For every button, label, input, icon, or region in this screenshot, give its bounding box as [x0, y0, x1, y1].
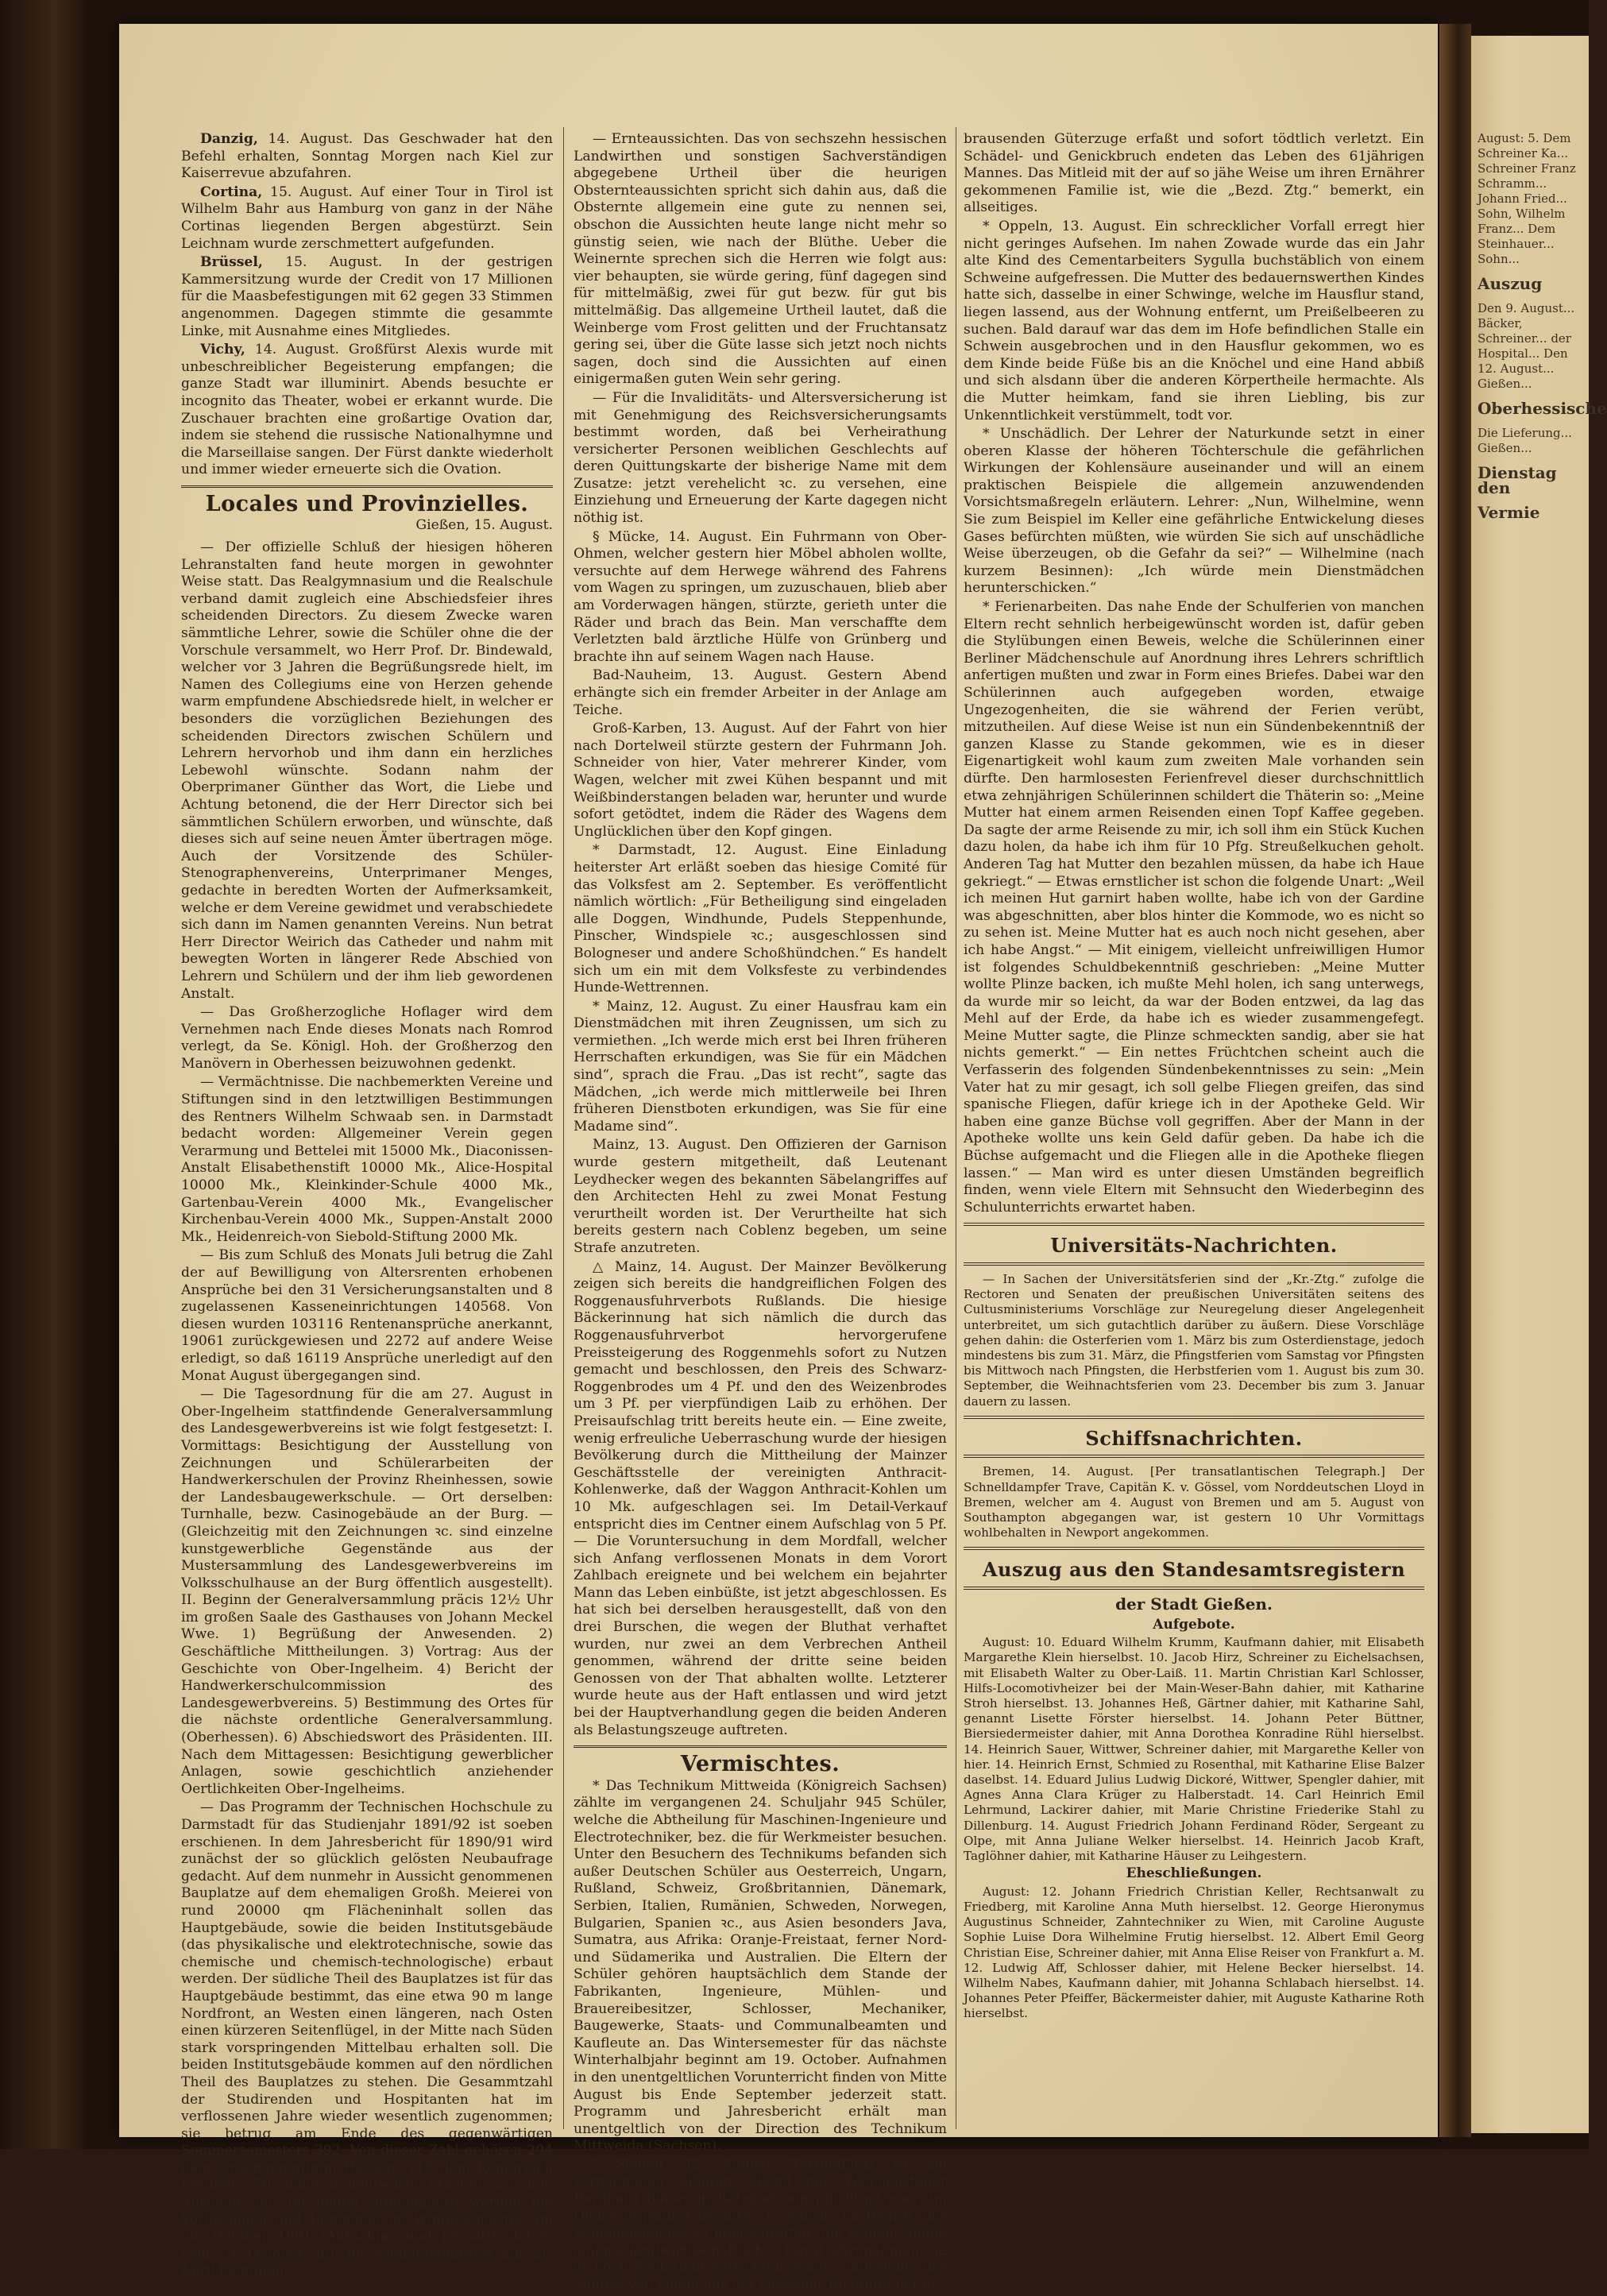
article-siegen-continued: brausenden Güterzuge erfaßt und sofort tödtlich verletzt. Ein Schädel- und Genickbruch endeten das Leben des 61jährigen Mannes. Das Mitleid mit der auf so jähe Weise um ihren Ernährer gekommenen Familie ist, wie die „Bezd. Ztg.“ bemerkt, ein allseitiges.: [964, 131, 1424, 216]
article-ferienarbeiten: * Ferienarbeiten. Das nahe Ende der Schulferien von manchen Eltern recht sehnlich herbeigewünscht worden ist, dafür geben die Stylübungen einen Beweis, welche die Schülerinnen einer Berliner Mädchenschule auf Anordnung ihres Lehrers schriftlich anfertigen mußten und zwar in Form eines Briefes. Dabei war den Schülerinnen auch aufgegeben worden, etwaige Ungezogenheiten, die sie während der Ferien verübt, mitzutheilen. Auf diese Weise ist nun ein Sündenbekenntniß der ganzen Klasse zu Stande gekommen, wie es in dieser Eigenartigkeit wohl kaum zum zweiten Male vorhanden sein dürfte. Den harmlosesten Ferienfrevel dieser durchschnittlich etwa zehnjährigen Schülerinnen schildert die Thäterin so: „Meine Mutter hat einem armen Reisenden einen Topf Kaffee gegeben. Da sagte der arme Reisende zu mir, ich soll ihm ein Stück Kuchen dazu holen, da habe ich ihm für 10 Pfg. Streußelkuchen geholt. Anderen Tag hat Mutter den bezahlen müssen, da habe ich Haue gekriegt.“ — Etwas ernstlicher ist schon die folgende Unart: „Weil ich meinen Hut garnirt haben wollte, habe ich von der Gardine was abgeschnitten, aber blos hinter die Kommode, wo es nicht so zu sehen ist. Meine Mutter hat es auch noch nicht gesehen, aber ich habe Angst.“ — Mit einigem, vielleicht unfreiwilligen Humor ist folgendes Schuldbekenntniß geschrieben: „Meine Mutter wollte Plinze backen, ich mußte Mehl holen, ich sang unterwegs, da wurde mir so leicht, da war der Boden entzwei, da lag das Mehl auf der Erde, da habe ich es wieder zusammengefegt. Meine Mutter sagte, die Plinze schmeckten sandig, aber sie hat nichts gemerkt.“ — Ein nettes Früchtchen scheint auch die Verfasserin des folgenden Sündenbekenntnisses zu sein: „Mein Vater hat zu mir gesagt, ich soll gelbe Fliegen greifen, das sind spanische Fliegen, dafür kriege ich in der Apotheke Geld. Wir haben eine ganze Büchse voll gegriffen. Aber der Mann in der Apotheke wollte uns kein Geld dafür geben. Da habe ich die Büchse aufgemacht und die Fliegen alle in die Apotheke fliegen lassen.“ — Man wird es unter diesen Umständen begreiflich finden, wenn viele Eltern mit Sehnsucht den Wiederbeginn des Schulunterrichts erwartet haben.: [964, 599, 1424, 1216]
section-title-locales: Locales und Provinzielles.: [205, 491, 529, 516]
article-oppeln: * Oppeln, 13. August. Ein schrecklicher Vorfall erregt hier nicht geringes Aufsehen. Im nahen Zowade wurde das ein Jahr alte Kind des Cementarbeiters Sygulla buchstäblich von einem Schweine aufgefressen. Die Mutter des bedauernswerthen Kindes hatte sich, dasselbe in einer Schwinge, welche im Hausflur stand, liegen lassend, aus der Wohnung entfernt, um Preißelbeeren zu suchen. Bald darauf war das dem im Hofe befindlichen Stalle ein Schwein ausgebrochen und in den Hausflur gekommen, wo es dem Kinde beide Füße bis an die Knöchel und eine Hand abbiß und sich alsdann über die anderen Körpertheile hermachte. Als die Mutter heimkam, fand sie ihren Liebling, bis zur Unkenntlichkeit verstümmelt, todt vor.: [964, 218, 1424, 423]
article-technikum: * Das Technikum Mittweida (Königreich Sachsen) zählte im vergangenen 24. Schuljahr 945 Schüler, welche die Abtheilung für Maschinen-Ingenieure und Electrotechniker, bez. die für Werkmeister besuchen. Unter den Besuchern des Technikums befanden sich außer Deutschen Schüler aus Oesterreich, Ungarn, Rußland, Schweiz, Großbritannien, Dänemark, Serbien, Italien, Rumänien, Schweden, Norwegen, Bulgarien, Spanien ꝛc., aus Asien besonders Java, Sumatra, aus Afrika: Oranje-Freistaat, ferner Nord- und Südamerika und Australien. Die Eltern der Schüler gehören hauptsächlich dem Stande der Fabrikanten, Ingenieure, Mühlen- und Brauereibesitzer, Schlosser, Mechaniker, Baugewerke, Staats- und Communalbeamten und Kaufleute an. Das Wintersemester für das nächste Winterhalbjahr beginnt am 19. October. Aufnahmen in den unentgeltlichen Vorunterricht finden von Mitte August bis Ende September jederzeit statt. Programm und Jahresbericht erhält man unentgeltlich von der Direction des Technikum Mittweida (Sachsen).: [574, 1777, 947, 2155]
book-gutter: [1439, 24, 1471, 2137]
section-title-universitaet: Universitäts-Nachrichten.: [1050, 1234, 1338, 1258]
article-muecke: § Mücke, 14. August. Ein Fuhrmann von Ober-Ohmen, welcher gestern hier Möbel abholen wollte, versuchte auf dem Herwege während des Fahrens vom Wagen zu springen, um zuzuschauen, blieb aber am Vorderwagen hängen, stürzte, gerieth unter die Räder und brach das Bein. Man verschaffte dem Verletzten bald ärztliche Hülfe von Grünberg und brachte ihn auf seinem Wagen nach Hause.: [574, 528, 947, 665]
box-standesamt: [964, 1547, 1424, 1590]
article-danzig: Danzig, 14. August. Das Geschwader hat den Befehl erhalten, Sonntag Morgen nach Kiel zur Kaiserrevue abzufahren.: [181, 131, 553, 182]
heading-aufgebote: Aufgebote.: [1153, 1616, 1235, 1633]
article-vermaechtnisse: — Vermächtnisse. Die nachbemerkten Vereine und Stiftungen sind in den letztwilligen Bestimmungen des Rentners Wilhelm Schwaab sen. in Darmstadt bedacht worden: Allgemeiner Verein gegen Verarmung und Bettelei mit 15000 Mk., Diaconissen-Anstalt Elisabethenstift 10000 Mk., Alice-Hospital 10000 Mk., Kleinkinder-Schule 4000 Mk., Gartenbau-Verein 4000 Mk., Evangelischer Kirchenbau-Verein 4000 Mk., Suppen-Anstalt 2000 Mk., Heidenreich-von Siebold-Stiftung 2000 Mk.: [181, 1074, 553, 1245]
article-darmstadt: * Darmstadt, 12. August. Eine Einladung heiterster Art erläßt soeben das hiesige Comité für das Volksfest am 2. September. Es veröffentlicht nämlich wörtlich: „Für Betheiligung sind eingeladen alle Doggen, Windhunde, Pudels Steppenhunde, Pinscher, Windspiele ꝛc.; ausgeschlossen sind Bologneser und andere Schoßhündchen.“ Es handelt sich um ein mit dem Volksfeste zu verbindendes Hunde-Wettrennen.: [574, 842, 947, 996]
dateline-giessen: Gießen, 15. August.: [415, 517, 553, 534]
article-universitaetsferien: — In Sachen der Universitätsferien sind der „Kr.-Ztg.“ zufolge die Rectoren und Senaten der preußischen Universitäten seitens des Cultusministeriums Vorschläge zur Neuregelung dieser Angelegenheit unterbreitet, um sich gutachtlich darüber zu äußern. Diese Vorschläge gehen dahin: die Osterferien vom 1. März bis zum Osterdienstage, jedoch mindestens bis zum 31. März, die Pfingstferien vom Samstag vor Pfingsten bis Mittwoch nach Pfingsten, die Herbstferien vom 1. August bis zum 30. September, die Weihnachtsferien vom 23. December bis zum 3. Januar dauern zu lassen.: [964, 1272, 1424, 1409]
article-siegen: * Siegen, 12. August. Verunglückt ist am vergangenen Montag Abend der Weichensteller Bernhard Bläser in Betzdorf, ein pflichtgetreuer, im Dienst ergrauter Beamter. Er wurde, im Begriff, das Schienengeleise zu überschreiten, um seinem Sohne einiges landwirthschaftliches Gerät abzunehmen, da er noch Feldarbeit verrichten wollte, angesichts des Sohnes von einem aus der Gießener Richtung heran-: [574, 2156, 947, 2294]
fragment-text-1: August: 5. Dem Schreiner Ka... Schreiner Franz Schramm... Johann Fried... Sohn, Wilhelm Franz... Dem Steinhauer... Sohn...: [1478, 131, 1576, 266]
section-title-vermischtes: Vermischtes.: [680, 1752, 840, 1777]
heading-eheschliessungen: Eheschließungen.: [1126, 1865, 1262, 1882]
article-bruessel: Brüssel, 15. August. In der gestrigen Kammersitzung wurde der Credit von 17 Millionen für die Maasbefestigungen mit 62 gegen 33 Stimmen angenommen. Dagegen stimmte die gesammte Linke, mit Ausnahme eines Mitgliedes.: [181, 254, 553, 339]
fragment-text-3: Die Lieferung... Gießen...: [1478, 426, 1572, 455]
adjacent-page-fragment: [1471, 36, 1607, 2133]
article-altersrenten: — Bis zum Schluß des Monats Juli betrug die Zahl der auf Bewilligung von Altersrenten erhobenen Ansprüche bei den 31 Versicherungsanstalten und 8 zugelassenen Kasseneinrichtungen 140568. Von diesen wurden 103116 Rentenansprüche anerkannt, 19061 zurückgewiesen und 2272 auf andere Weise erledigt, so daß 16119 Ansprüche unerledigt auf den Monat August übergegangen sind.: [181, 1247, 553, 1384]
registry-aufgebote: August: 10. Eduard Wilhelm Krumm, Kaufmann dahier, mit Elisabeth Margarethe Klein hierselbst. 10. Jacob Hirz, Schreiner zu Eichelsachsen, mit Elisabeth Walter zu Ober-Laiß. 11. Martin Christian Karl Schlosser, Hilfs-Locomotivheizer bei der Main-Weser-Bahn dahier, mit Katharine Stroh hierselbst. 13. Johannes Heß, Gärtner dahier, mit Katharine Sahl, genannt Lisette Förster hierselbst. 14. Johann Peter Büttner, Biersiedermeister dahier, mit Anna Dorothea Konradine Rühl hierselbst. 14. Heinrich Sauer, Wittwer, Schreiner dahier, mit Margarethe Keller von hier. 14. Heinrich Ernst, Schmied zu Rosenthal, mit Katharine Elise Balzer daselbst. 14. Eduard Julius Ludwig Dickoré, Wittwer, Spengler dahier, mit Agnes Anna Clara Krüger zu Halberstadt. 14. Carl Heinrich Emil Lehrmund, Lackirer dahier, mit Marie Christine Friederike Stahl zu Dillenburg. 14. August Friedrich Johann Ferdinand Röder, Sergeant zu Olpe, mit Anna Juliane Welker hierselbst. 14. Heinrich Jacob Kraft, Taglöhner dahier, mit Katharine Häuser zu Leihgestern.: [964, 1635, 1424, 1864]
article-bremen: Bremen, 14. August. [Per transatlantischen Telegraph.] Der Schnelldampfer Trave, Capitän K. v. Gössel, vom Norddeutschen Lloyd in Bremen, welcher am 4. August von Bremen und am 5. August von Southampton abgegangen war, ist gestern 10 Uhr Vormittags wohlbehalten in Newport angekommen.: [964, 1464, 1424, 1540]
column-rule-1: [563, 127, 564, 2129]
article-cortina: Cortina, 15. August. Auf einer Tour in Tirol ist Wilhelm Bahr aus Hamburg von ganz in der Nähe Cortinas liegenden Bergen abgestürzt. Sein Leichnam wurde zerschmettert aufgefunden.: [181, 184, 553, 252]
article-mainz-14: △ Mainz, 14. August. Der Mainzer Bevölkerung zeigen sich bereits die handgreiflichen Folgen des Roggenausfuhrverbots Rußlands. Die hiesige Bäckerinnung hat sich nämlich die durch das Roggenausfuhrverbot hervorgerufene Preissteigerung des Roggenmehls sofort zu Nutzen gemacht und beschlossen, den Preis des Schwarz-Roggenbrodes um 4 Pf. und den des Weizenbrodes um 3 Pf. per vierpfündigen Laib zu erhöhen. Der Preisaufschlag tritt bereits heute ein. — Eine zweite, wenig erfreuliche Ueberraschung wurde der hiesigen Bevölkerung durch die Mittheilung der Mainzer Geschäftsstelle der vereinigten Anthracit-Kohlenwerke, daß der Waggon Anthracit-Kohlen um 10 Mk. aufgeschlagen sei. Im Detail-Verkauf entspricht dies im Centner einem Aufschlag von 5 Pf. — Die Voruntersuchung in dem Mordfall, welcher sich Anfang verflossenen Monats in dem Vorort Zahlbach ereignete und bei welchem ein bejahrter Mann das Leben einbüßte, ist jetzt abgeschlossen. Es hat sich bei derselben herausgestellt, daß von den drei Burschen, die wegen der Bluthat verhaftet wurden, nur zwei an dem Verbrechen Antheil genommen, während der dritte seine beiden Genossen von der That abhalten wollte. Letzterer wurde heute aus der Haft entlassen und wird jetzt bei der Hauptverhandlung gegen die beiden Anderen als Belastungszeuge auftreten.: [574, 1258, 947, 1738]
fragment-heading-1: Auszug: [1478, 274, 1543, 293]
column-2: [574, 131, 947, 2296]
section-divider: [181, 485, 553, 488]
box-universitaet: [964, 1223, 1424, 1266]
fragment-text-2: Den 9. August... Bäcker, Schreiner... der Hospital... Den 12. August... Gießen...: [1478, 301, 1575, 391]
article-vichy: Vichy, 14. August. Großfürst Alexis wurde mit unbeschreiblicher Begeisterung empfangen; die ganze Stadt war illuminirt. Abends besuchte er incognito das Theater, wobei er erkannt wurde. Die Zuschauer brachten eine großartige Ovation dar, indem sie stehend die russische Nationalhymne und die Marseillaise sangen. Der Fürst dankte wiederholt und immer wieder erneuerte sich die Ovation.: [181, 342, 553, 478]
article-mainz-13: Mainz, 13. August. Den Offizieren der Garnison wurde gestern mitgetheilt, daß Leutenant Leydhecker wegen des bekannten Säbelangriffes auf den Architecten Hehl zu zwei Monat Festung verurtheilt worden ist. Der Verurtheilte hat sich bereits gestern nach Coblenz begeben, um seine Strafe anzutreten.: [574, 1137, 947, 1256]
article-hochschule: — Das Programm der Technischen Hochschule zu Darmstadt für das Studienjahr 1891/92 ist soeben erschienen. In dem Jahresbericht für 1890/91 wird zunächst der so glücklich gelösten Neubaufrage gedacht. Auf dem nunmehr in Aussicht genommenen Bauplatze auf dem ehemaligen Großh. Meierei von rund 20000 qm Flächeninhalt sollen das Hauptgebäude, sowie die beiden Institutsgebäude (das physikalische und elektrotechnische, sowie das chemische und chemisch-technologische) erbaut werden. Der südliche Theil des Bauplatzes ist für das Hauptgebäude bestimmt, das eine etwa 90 m lange Nordfront, an Westen einen längeren, nach Osten einen kürzeren Seitenflügel, in der Mitte nach Süden stark vorspringenden Mittelbau erhalten soll. Die beiden Institutsgebäude kommen auf den nördlichen Theil des Bauplatzes zu stehen. Die Gesammtzahl der Studirenden und Hospitanten hat im verflossenen Jahre wieder wesentlich zugenommen; sie betrug am Ende des gegenwärtigen Sommersemesters 392. Von dieser Zahl gehören 204 dem Großherzogthum Hessen, 115 dem Königreich Preußen, 50 anderen deutschen Staaten, 23 dem Auslande an. Im neuen Studienjahre werden die Vorlesungen und Uebungen im Wintersemester am 20. October 1891 (Aufnahme und Immatriculation vom 19. October ab), im Sommersemester am 21. April beginnen.: [181, 1799, 553, 2279]
fragment-heading-3: Dienstag den: [1478, 463, 1557, 497]
section-divider: [574, 1745, 947, 1748]
registry-eheschliessungen: August: 12. Johann Friedrich Christian Keller, Rechtsanwalt zu Friedberg, mit Karoline Anna Muth hierselbst. 12. George Hieronymus Augustinus Schneider, Zahntechniker zu Wien, mit Caroline Auguste Sophie Luise Dora Wilhelmine Frutig hierselbst. 12. Albert Emil Georg Christian Eise, Schreiner dahier, mit Anna Elise Reiser von Frankfurt a. M. 12. Ludwig Aff, Schlosser dahier, mit Helene Becker hierselbst. 14. Wilhelm Nabes, Kaufmann dahier, mit Johanna Schlabach hierselbst. 14. Johannes Peter Pfeiffer, Bäckermeister dahier, mit Auguste Katharine Roth hierselbst.: [964, 1884, 1424, 2021]
article-invaliditaet: — Für die Invaliditäts- und Altersversicherung ist mit Genehmigung des Reichsversicherungsamts bestimmt worden, daß bei Verheirathung versicherter Personen weiblichen Geschlechts auf deren Quittungskarte der bisherige Name mit dem Zusatze: jetzt verehelicht ꝛc. zu versehen, eine Einziehung und Erneuerung der Karte dagegen nicht nöthig ist.: [574, 389, 947, 527]
article-mainz-12: * Mainz, 12. August. Zu einer Hausfrau kam ein Dienstmädchen mit ihren Zeugnissen, um sich zu vermiethen. „Ich werde mich erst bei Ihren früheren Herrschaften erkundigen, was Sie für ein Mädchen sind“, sprach die Frau. „Das ist recht“, sagte das Mädchen, „ich werde mich mittlerweile bei Ihren früheren Dienstboten erkundigen, was Sie für eine Madame sind“.: [574, 998, 947, 1134]
column-1: [181, 131, 553, 2282]
section-subtitle-standesamt: der Stadt Gießen.: [1115, 1594, 1273, 1614]
article-unschaedlich: * Unschädlich. Der Lehrer der Naturkunde setzt in einer oberen Klasse der höheren Töchterschule die gefährlichen Wirkungen der Kohlensäure auseinander und will an einem praktischen Beispiele die allgemein anzuwendenden Vorsichtsmaßregeln erläutern. Lehrer: „Nun, Wilhelmine, wenn Sie zum Beispiel im Keller eine gefährliche Entwickelung dieses Gases befürchten müßten, wie würden Sie sich auf unschädliche Weise überzeugen, ob die Gefahr da sei?“ — Wilhelmine (nach kurzem Besinnen): „Ich würde mein Dienstmädchen herunterschicken.“: [964, 426, 1424, 597]
column-3: [964, 131, 1424, 2023]
section-title-schiffsnachrichten: Schiffsnachrichten.: [1085, 1426, 1303, 1450]
article-bad-nauheim: Bad-Nauheim, 13. August. Gestern Abend erhängte sich ein fremder Arbeiter in der Anlage am Teiche.: [574, 667, 947, 718]
article-ernteaussichten: — Ernteaussichten. Das von sechszehn hessischen Landwirthen und sonstigen Sachverständigen abgegebene Urtheil über die heurigen Obsternteaussichten spricht sich dahin aus, daß die Obsternte allgemein eine gute zu nennen sei, obschon die Aussichten heute lange nicht mehr so günstig seien, wie nach der Blüthe. Ueber die Weinernte sprechen sich die Herren wie folgt aus: vier behaupten, sie würde gering, fünf dagegen sind für mittelmäßig, zwei für gut bezw. für gut bis mittelmäßig. Das allgemeine Urtheil lautet, daß die Weinberge vom Frost gelitten und der Fruchtansatz gering sei, über die Güte lasse sich jetzt noch nichts sagen, doch sind die Aussichten auf einen einigermaßen guten Wein sehr gering.: [574, 131, 947, 388]
article-generalversammlung: — Die Tagesordnung für die am 27. August in Ober-Ingelheim stattfindende Generalversammlung des Landesgewerbvereins ist wie folgt festgesetzt: I. Vormittags: Besichtigung der Ausstellung von Zeichnungen und Schülerarbeiten der Handwerkerschulen der Provinz Rheinhessen, sowie der Landesbaugewerkschule. — Ort derselben: Turnhalle, bezw. Casinogebäude an der Burg. — (Gleichzeitig mit den Zeichnungen ꝛc. sind einzelne kunstgewerbliche Gegenstände aus der Mustersammlung des Landesgewerbvereins im Volksschulhause an der Burg öffentlich ausgestellt). II. Beginn der Generalversammlung präcis 12½ Uhr im großen Saale des Gasthauses von Johann Meckel Wwe. 1) Begrüßung der Anwesenden. 2) Geschäftliche Mittheilungen. 3) Vortrag: Aus der Geschichte von Ober-Ingelheim. 4) Bericht der Handwerkerschulcommission des Landesgewerbvereins. 5) Bestimmung des Ortes für die nächste ordentliche Generalversammlung. (Oberhessen). 6) Abschiedswort des Präsidenten. III. Nach dem Mittagessen: Besichtigung gewerblicher Anlagen, sowie geschichtlich anziehender Oertlichkeiten Ober-Ingelheims.: [181, 1386, 553, 1797]
article-hoflager: — Das Großherzogliche Hoflager wird dem Vernehmen nach Ende dieses Monats nach Romrod verlegt, da Se. Königl. Hoh. der Großherzog den Manövern in Oberhessen beizuwohnen gedenkt.: [181, 1004, 553, 1072]
fragment-heading-4: Vermie: [1478, 503, 1540, 522]
article-schulschluss: — Der offizielle Schluß der hiesigen höheren Lehranstalten fand heute morgen in gewohnter Weise statt. Das Realgymnasium und die Realschule verband damit zugleich eine Abschiedsfeier ihres scheidenden Directors. Zu diesem Zwecke waren sämmtliche Lehrer, sowie die Schüler ohne die der Vorschule versammelt, wo Herr Prof. Dr. Bindewald, welcher vor 3 Jahren die Begrüßungsrede hielt, im Namen des Collegiums eine von Herzen gehende warm empfundene Abschiedsrede hielt, in welcher er besonders die vorzüglichen Beziehungen des scheidenden Directors zwischen Schülern und Lehrern hervorhob und ihm dann ein herzliches Lebewohl wünschte. Sodann nahm der Oberprimaner Günther das Wort, die Liebe und Achtung betonend, die der Herr Director sich bei sämmtlichen Schülern erworben, und wünschte, daß dieses sich auf seine neuen Ämter übertragen möge. Auch der Vorsitzende des Schüler-Stenographenvereins, Unterprimaner Menges, gedachte in beredten Worten der Aufmerksamkeit, welche er dem Vereine gewidmet und verabschiedete sich dann im Namen genannten Vereins. Nun betrat Herr Director Weirich das Catheder und nahm mit bewegten Worten in längerer Rede Abschied von Lehrern und Schülern und der ihm lieb gewordenen Anstalt.: [181, 539, 553, 1002]
fragment-heading-2: Oberhessische: [1478, 399, 1607, 418]
section-title-standesamt: Auszug aus den Standesamtsregistern: [982, 1558, 1406, 1582]
box-schiffsnachrichten: [964, 1416, 1424, 1459]
article-gross-karben: Groß-Karben, 13. August. Auf der Fahrt von hier nach Dortelweil stürzte gestern der Fuhrmann Joh. Schneider von hier, Vater mehrerer Kinder, vom Wagen, welcher mit zwei Kühen bespannt und mit Weißbinderstangen beladen war, herunter und wurde sofort getödtet, indem die Räder des Wagens dem Unglücklichen über den Kopf gingen.: [574, 721, 947, 840]
